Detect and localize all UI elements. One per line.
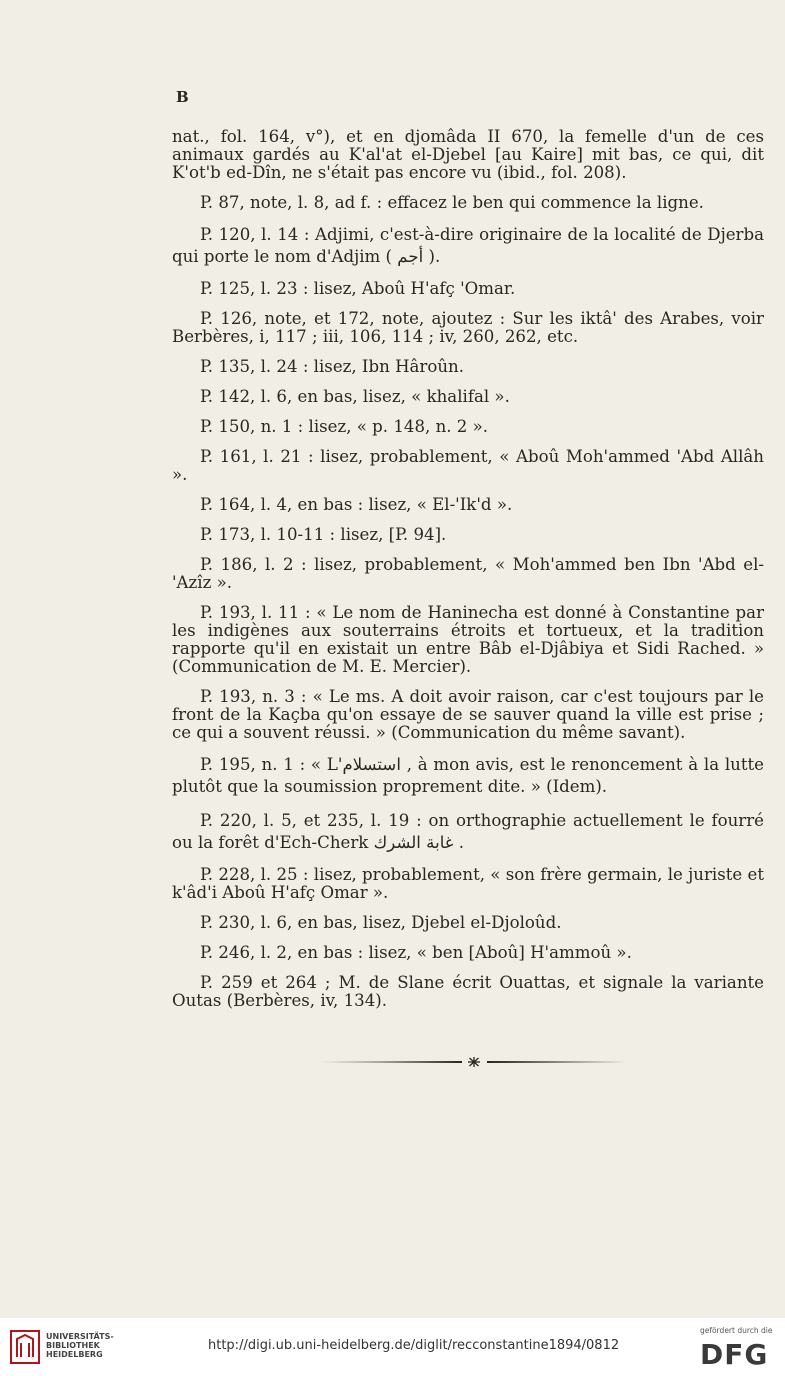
paragraph: P. 135, l. 24 : lisez, Ibn Hâroûn. xyxy=(200,357,464,376)
end-ornament xyxy=(322,1056,627,1068)
dfg-logo: DFG xyxy=(700,1338,769,1371)
paragraph: nat., fol. 164, v°), et en djomâda II 670, la femelle d'un de ces animaux gardés au K'al'at el-Djebel [au Kaire] mit bas, ce qui, dit K'ot'b ed-Dîn, ne s'était pas encore vu (ibid., fol. 208). xyxy=(172,127,764,182)
sponsor-label: gefördert durch die xyxy=(700,1326,773,1335)
viewer-footer xyxy=(0,1318,785,1376)
permalink-url[interactable]: http://digi.ub.uni-heidelberg.de/diglit/recconstantine1894/0812 xyxy=(208,1338,620,1353)
signature-mark: B xyxy=(176,88,189,106)
paragraph: P. 164, l. 4, en bas : lisez, « El-'Ik'd ». xyxy=(200,495,513,514)
paragraph: P. 228, l. 25 : lisez, probablement, « son frère germain, le juriste et k'âd'i Aboû H'afç Omar ». xyxy=(172,865,764,902)
paragraph: P. 125, l. 23 : lisez, Aboû H'afç 'Omar. xyxy=(200,279,516,298)
paragraph: P. 186, l. 2 : lisez, probablement, « Moh'ammed ben Ibn 'Abd el-'Azîz ». xyxy=(172,555,764,592)
library-name-line: HEIDELBERG xyxy=(46,1350,103,1359)
library-name-line: UNIVERSITÄTS- xyxy=(46,1332,114,1341)
errata-text xyxy=(172,128,764,1022)
paragraph: P. 150, n. 1 : lisez, « p. 148, n. 2 ». xyxy=(200,417,489,436)
paragraph: P. 230, l. 6, en bas, lisez, Djebel el-Djoloûd. xyxy=(200,913,562,932)
university-library-logo-icon xyxy=(10,1330,40,1364)
paragraph: P. 259 et 264 ; M. de Slane écrit Ouattas, et signale la variante Outas (Berbères, iv, 134). xyxy=(172,973,764,1010)
paragraph: P. 193, n. 3 : « Le ms. A doit avoir raison, car c'est toujours par le front de la Kaçba qu'on essaye de se sauver quand la ville est prise ; ce qui a souvent réussi. » (Communication du même savant). xyxy=(172,687,764,742)
paragraph: P. 142, l. 6, en bas, lisez, « khalifal ». xyxy=(200,387,510,406)
paragraph: P. 246, l. 2, en bas : lisez, « ben [Aboû] H'ammoû ». xyxy=(200,943,632,962)
paragraph: P. 161, l. 21 : lisez, probablement, « Aboû Moh'ammed 'Abd Allâh ». xyxy=(172,447,764,484)
paragraph: P. 195, n. 1 : « L'استسلام , à mon avis, est le renoncement à la lutte plutôt que la soumission proprement dite. » (Idem). xyxy=(172,755,764,796)
paragraph: P. 173, l. 10-11 : lisez, [P. 94]. xyxy=(200,525,447,544)
paragraph: P. 126, note, et 172, note, ajoutez : Sur les iktâ' des Arabes, voir Berbères, i, 117 ; iii, 106, 114 ; iv, 260, 262, etc. xyxy=(172,309,764,346)
paragraph: P. 120, l. 14 : Adjimi, c'est-à-dire originaire de la localité de Djerba qui porte le nom d'Adjim ( أجم ). xyxy=(172,225,764,266)
paragraph: P. 87, note, l. 8, ad f. : effacez le ben qui commence la ligne. xyxy=(200,193,704,212)
paragraph: P. 220, l. 5, et 235, l. 19 : on orthographie actuellement le fourré ou la forêt d'Ech-Cherk غابة الشرك . xyxy=(172,811,764,852)
paragraph: P. 193, l. 11 : « Le nom de Haninecha est donné à Constantine par les indigènes aux souterrains étroits et tortueux, et la tradition rapporte qu'il en existait un entre Bâb el-Djâbiya et Sidi Rached. » (Communication de M. E. Mercier). xyxy=(172,603,764,676)
library-name xyxy=(46,1332,114,1359)
library-name-line: BIBLIOTHEK xyxy=(46,1341,100,1350)
